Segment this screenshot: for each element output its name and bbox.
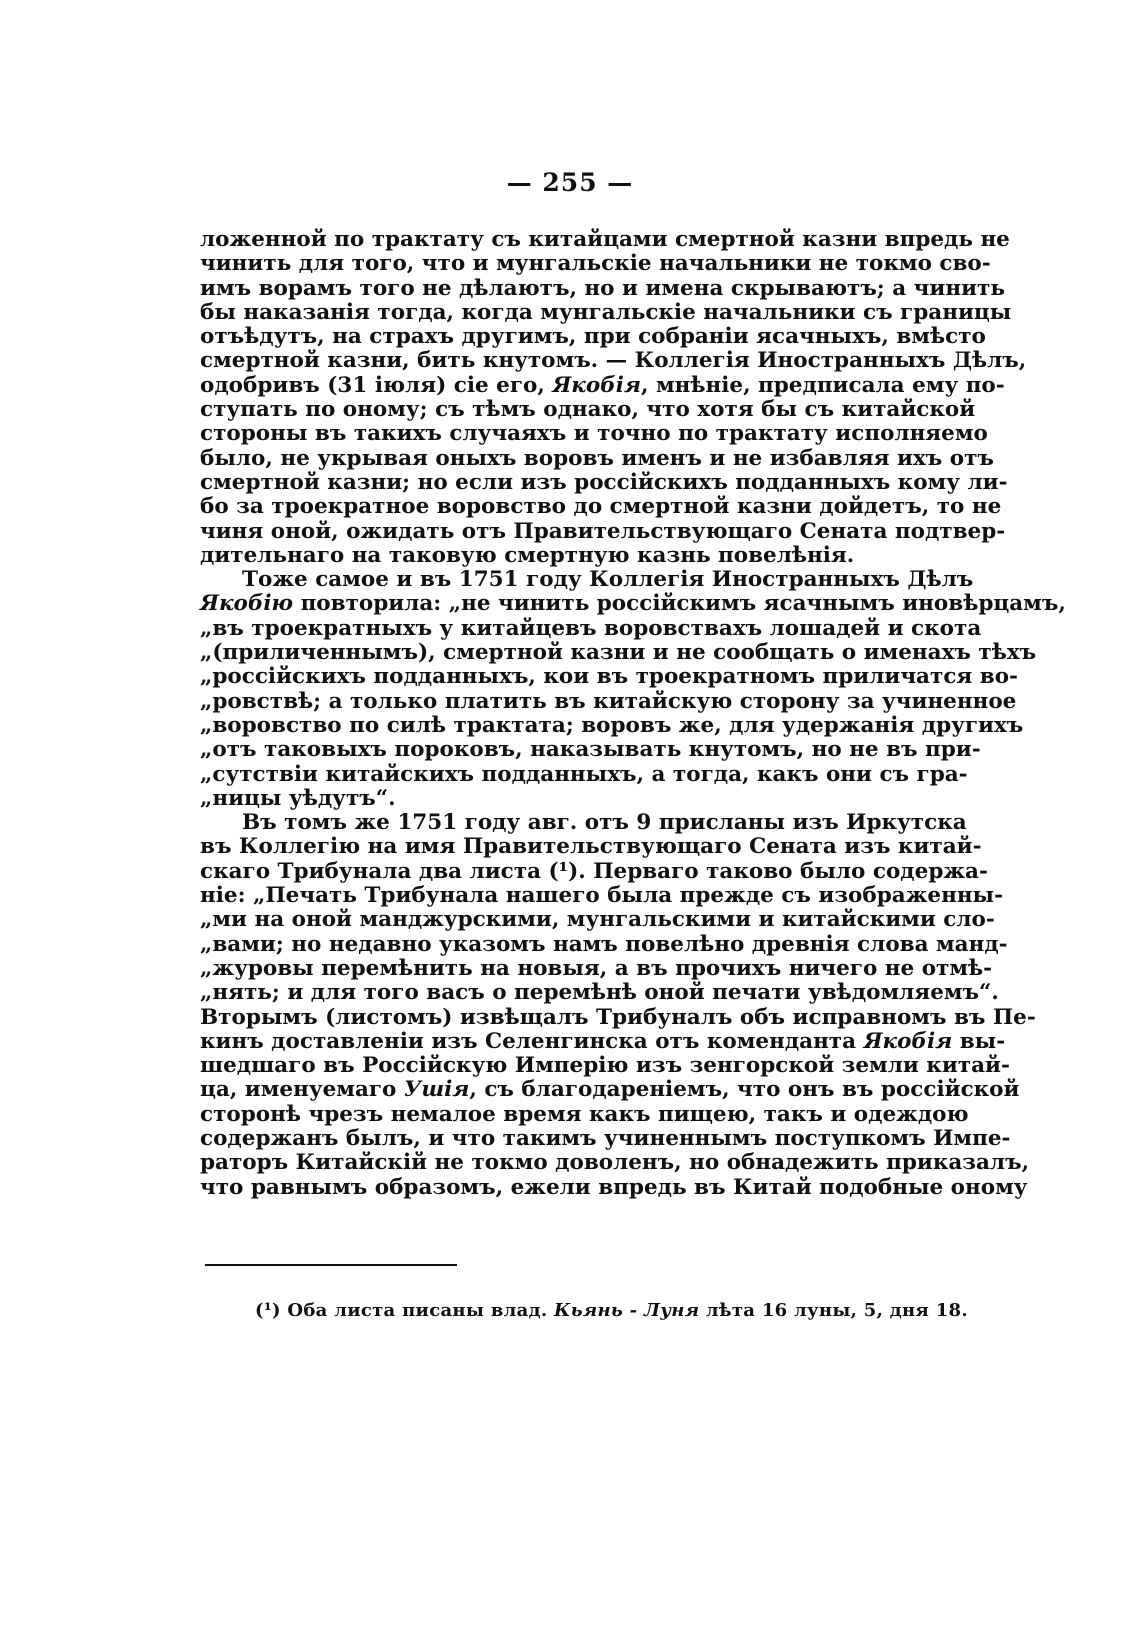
page-number: — 255 — (506, 168, 634, 197)
text-line: Въ томъ же 1751 году авг. отъ 9 присланы изъ Иркутска (242, 810, 967, 836)
text-line: „воровство по силѣ трактата; воровъ же, для удержанія другихъ (200, 712, 1024, 738)
text-line: „отъ таковыхъ пороковъ, наказывать кнутомъ, но не въ при- (200, 737, 981, 763)
text-line: „сутствіи китайскихъ подданныхъ, а тогда, какъ они съ гра- (200, 761, 968, 787)
text-line: шедшаго въ Россійскую Имперію изъ зенгорской земли китай- (200, 1053, 1010, 1079)
text-line: смертной казни; но если изъ россійскихъ подданныхъ кому ли- (200, 469, 1008, 495)
text-line: въ Коллегію на имя Правительствующаго Сената изъ китай- (200, 834, 982, 860)
text-line: бо за троекратное воровство до смертной казни дойдетъ, то не (200, 494, 1002, 520)
text-line: Тоже самое и въ 1751 году Коллегія Иностранныхъ Дѣлъ (242, 567, 974, 593)
text-line: раторъ Китайскій не токмо доволенъ, но обнадежить приказалъ, (200, 1150, 1030, 1176)
text-line: Якобію повторила: „не чинить россійскимъ ясачнымъ иновѣрцамъ, (200, 591, 1066, 617)
text-line: отъѣдутъ, на страхъ другимъ, при собраніи ясачныхъ, вмѣсто (200, 324, 986, 350)
text-line: стороны въ такихъ случаяхъ и точно по трактату исполняемо (200, 421, 988, 447)
text-line: чиня оной, ожидать отъ Правительствующаго Сената подтвер- (200, 518, 1006, 544)
text-line: „ницы уѣдутъ“. (200, 785, 396, 811)
text-line: „ровствѣ; а только платить въ китайскую сторону за учиненное (200, 688, 1017, 714)
footnote-divider (205, 1264, 457, 1266)
text-line: ца, именуемаго Ушія, съ благодареніемъ, что онъ въ россійской (200, 1077, 1020, 1103)
text-line: что равнымъ образомъ, ежели впредь въ Китай подобные оному (200, 1174, 1028, 1200)
text-line: кинъ доставленіи изъ Селенгинска отъ коменданта Якобія вы- (200, 1028, 1006, 1054)
text-line: „въ троекратныхъ у китайцевъ воровствахъ лошадей и скота (200, 615, 982, 641)
text-line: дительнаго на таковую смертную казнь повелѣнія. (200, 542, 855, 568)
text-line: Вторымъ (листомъ) извѣщалъ Трибуналъ объ исправномъ въ Пе- (200, 1004, 1036, 1030)
text-line: одобривъ (31 іюля) сіе его, Якобія, мнѣніе, предписала ему по- (200, 372, 1005, 398)
text-line: сторонѣ чрезъ немалое время какъ пищею, такъ и одеждою (200, 1101, 969, 1127)
text-line: ніе: „Печать Трибунала нашего была прежде съ изображенны- (200, 883, 1004, 909)
text-line: смертной казни, бить кнутомъ. — Коллегія Иностранныхъ Дѣлъ, (200, 348, 1027, 374)
text-line: „ми на оной манджурскими, мунгальскими и китайскими сло- (200, 907, 995, 933)
text-line: „нять; и для того васъ о перемѣнѣ оной печати увѣдомляемъ“. (200, 980, 999, 1006)
text-line: „вами; но недавно указомъ намъ повелѣно древнія слова манд- (200, 931, 1008, 957)
text-line: „журовы перемѣнить на новыя, а въ прочихъ ничего не отмѣ- (200, 955, 993, 981)
text-line: чинить для того, что и мунгальскіе начальники не токмо сво- (200, 251, 991, 277)
text-line: ложенной по трактату съ китайцами смертной казни впредь не (200, 227, 1010, 252)
main-text (200, 227, 1066, 1200)
text-line: скаго Трибунала два листа (¹). Перваго таково было содержа- (200, 858, 988, 884)
text-line: „россійскихъ подданныхъ, кои въ троекратномъ приличатся во- (200, 664, 1018, 690)
text-line: ступать по оному; съ тѣмъ однако, что хотя бы съ китайской (200, 397, 976, 423)
text-line: бы наказанія тогда, когда мунгальскіе начальники съ границы (200, 299, 1012, 325)
footnote: (¹) Оба листа писаны влад. Кьянь - Луня лѣта 16 луны, 5, дня 18. (255, 1300, 968, 1321)
text-line: „(приличеннымъ), смертной казни и не сообщать о именахъ тѣхъ (200, 640, 1037, 666)
text-line: было, не укрывая оныхъ воровъ именъ и не избавляя ихъ отъ (200, 445, 994, 471)
text-line: имъ ворамъ того не дѣлаютъ, но и имена скрываютъ; а чинить (200, 275, 1005, 301)
text-line: содержанъ былъ, и что такимъ учиненнымъ поступкомъ Импе- (200, 1125, 1011, 1151)
